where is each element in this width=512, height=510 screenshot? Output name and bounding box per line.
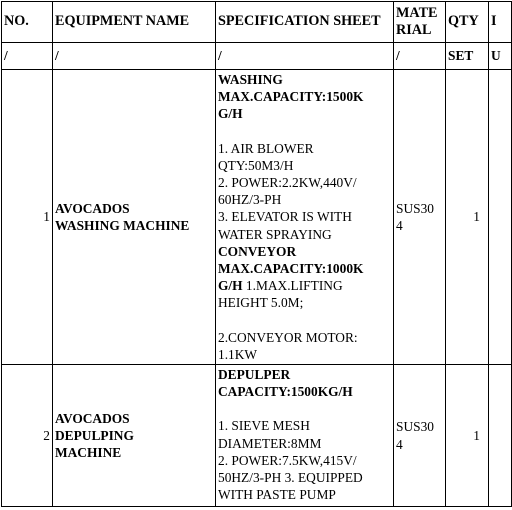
spec-line: HEIGHT 5.0M;: [218, 295, 304, 311]
equipment-table: [1, 1, 512, 507]
spec-title: DEPULPER: [218, 367, 291, 383]
equipment-name-line: AVOCADOS: [55, 410, 130, 426]
header-no: NO.: [2, 2, 53, 43]
spec-title: MAX.CAPACITY:1000K: [218, 261, 364, 277]
header-extra: I: [489, 2, 512, 43]
spec-line: 2. POWER:2.2KW,440V/: [218, 175, 357, 191]
units-no: /: [2, 43, 53, 70]
spec-title: CONVEYOR: [218, 243, 297, 259]
material-line: 4: [396, 218, 403, 234]
spec-line: DIAMETER:8MM: [218, 435, 322, 451]
extra-cell: [489, 365, 512, 507]
spec-line: 60HZ/3-PH: [218, 192, 282, 208]
spec-line: 2.CONVEYOR MOTOR:: [218, 329, 358, 345]
spec-line: 1. AIR BLOWER: [218, 140, 314, 156]
equipment-name: [53, 70, 216, 365]
qty-cell: 1: [446, 70, 489, 365]
extra-cell: [489, 70, 512, 365]
equipment-name-line: WASHING MACHINE: [55, 218, 190, 234]
spec-title: WASHING: [218, 72, 283, 87]
material-cell: [394, 365, 446, 507]
spec-line: [218, 277, 391, 294]
units-extra: U: [489, 43, 512, 70]
units-equipment-name: /: [53, 43, 216, 70]
qty-cell: 1: [446, 365, 489, 507]
equipment-name-line: DEPULPING: [55, 427, 134, 443]
units-row: [2, 43, 512, 70]
spec-bold-fragment: G/H: [218, 278, 243, 294]
header-material-line1: MATE: [396, 5, 438, 21]
units-material: /: [394, 43, 446, 70]
row-number: 2: [2, 365, 53, 507]
specification-cell: [216, 365, 394, 507]
units-specification: /: [216, 43, 394, 70]
header-qty: QTY: [446, 2, 489, 43]
header-material: [394, 2, 446, 43]
spec-line: 1. SIEVE MESH: [218, 418, 310, 434]
equipment-name: [53, 365, 216, 507]
header-row: [2, 2, 512, 43]
spec-line: 50HZ/3-PH 3. EQUIPPED: [218, 470, 363, 486]
row-number: 1: [2, 70, 53, 365]
material-line: SUS30: [396, 419, 434, 435]
table-row: [2, 70, 512, 365]
spec-line: WATER SPRAYING: [218, 226, 332, 242]
spec-line: 3. ELEVATOR IS WITH: [218, 209, 352, 225]
table-row: [2, 365, 512, 507]
material-line: 4: [396, 436, 403, 452]
header-equipment-name: EQUIPMENT NAME: [53, 2, 216, 43]
header-material-line2: RIAL: [396, 22, 432, 38]
equipment-name-line: AVOCADOS: [55, 200, 130, 216]
spec-line: QTY:50M3/H: [218, 157, 294, 173]
spec-line: WITH PASTE PUMP: [218, 487, 336, 503]
spec-title: G/H: [218, 106, 243, 122]
spec-line: 1.1KW: [218, 346, 258, 362]
specification-cell: [216, 70, 394, 365]
material-line: SUS30: [396, 200, 434, 216]
units-qty: SET: [446, 43, 489, 70]
material-cell: [394, 70, 446, 365]
equipment-name-line: MACHINE: [55, 445, 122, 461]
header-specification: SPECIFICATION SHEET: [216, 2, 394, 43]
spec-line: 2. POWER:7.5KW,415V/: [218, 452, 357, 468]
spec-title: CAPACITY:1500KG/H: [218, 384, 353, 400]
spec-fragment: 1.MAX.LIFTING: [242, 278, 343, 294]
spec-title: MAX.CAPACITY:1500K: [218, 89, 364, 105]
